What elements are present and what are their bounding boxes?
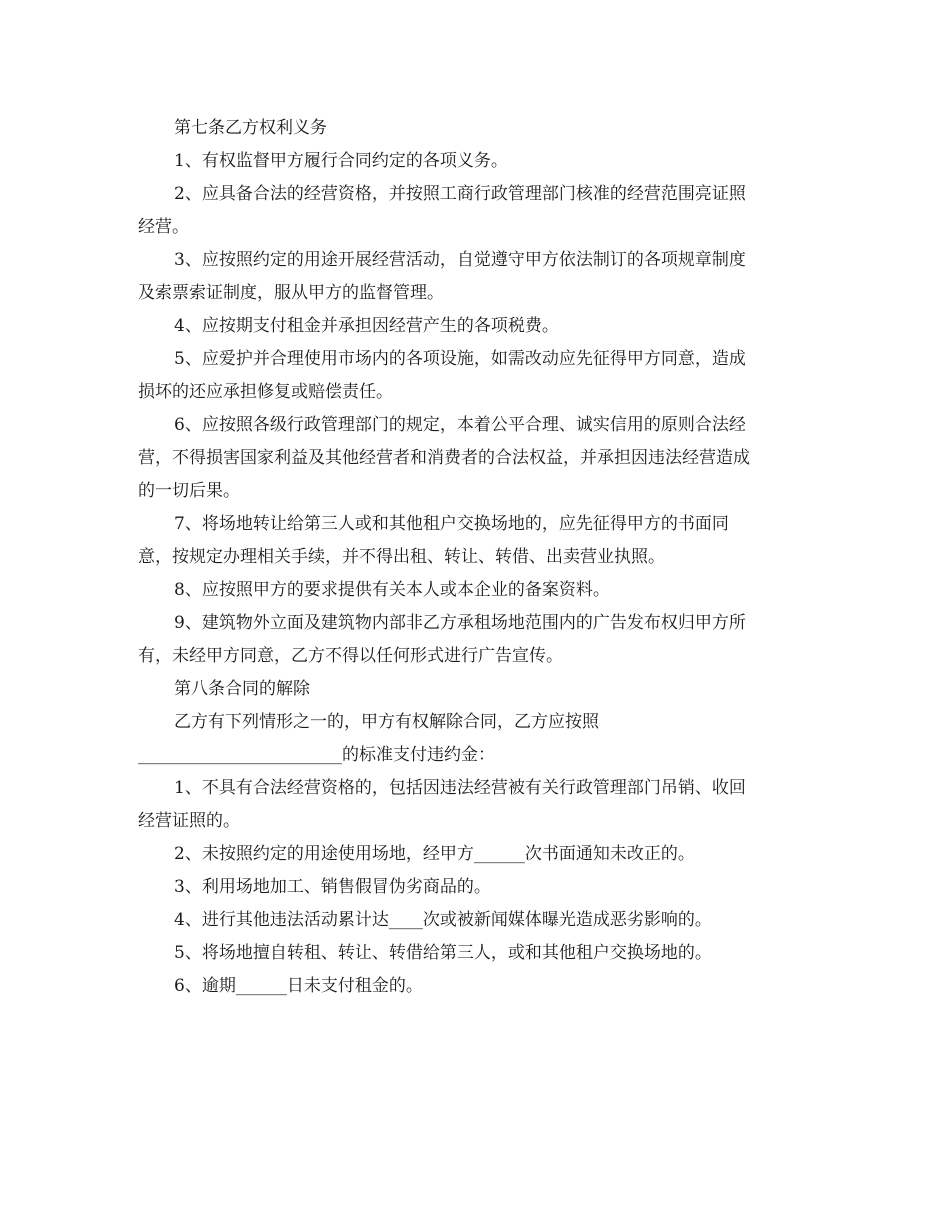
s8-item-4: 4、进行其他违法活动累计达____次或被新闻媒体曝光造成恶劣影响的。 xyxy=(174,910,712,930)
s7-item-7-line-1: 7、将场地转让给第三人或和其他租户交换场地的，应先征得甲方的书面同 xyxy=(174,514,729,534)
s8-item-6: 6、逾期______日未支付租金的。 xyxy=(174,976,423,996)
s8-item-1 xyxy=(138,772,818,838)
s8-intro-line-2: ________________________的标准支付违约金： xyxy=(138,745,495,765)
s7-item-7-line-2: 意，按规定办理相关手续，并不得出租、转让、转借、出卖营业执照。 xyxy=(138,547,665,567)
s7-item-2-line-2: 经营。 xyxy=(138,217,189,237)
s8-intro-line-1: 乙方有下列情形之一的，甲方有权解除合同，乙方应按照 xyxy=(174,712,599,732)
s7-item-5 xyxy=(138,343,818,409)
s7-item-7 xyxy=(138,508,818,574)
s7-item-9-line-1: 9、建筑物外立面及建筑物内部非乙方承租场地范围内的广告发布权归甲方所 xyxy=(174,613,746,633)
section-8-title: 第八条合同的解除 xyxy=(174,679,310,699)
s7-item-6-line-2: 营，不得损害国家利益及其他经营者和消费者的合法权益，并承担因违法经营造成 xyxy=(138,448,750,468)
s7-item-3-line-1: 3、应按照约定的用途开展经营活动，自觉遵守甲方依法制订的各项规章制度 xyxy=(174,250,746,270)
s8-intro xyxy=(138,706,818,772)
s8-item-3: 3、利用场地加工、销售假冒伪劣商品的。 xyxy=(174,877,491,897)
section-7-title: 第七条乙方权利义务 xyxy=(174,118,327,138)
s7-item-9 xyxy=(138,607,818,673)
document-body xyxy=(138,112,818,1003)
s8-item-5: 5、将场地擅自转租、转让、转借给第三人，或和其他租户交换场地的。 xyxy=(174,943,712,963)
s7-item-4: 4、应按期支付租金并承担因经营产生的各项税费。 xyxy=(174,316,559,336)
s7-item-2 xyxy=(138,178,818,244)
s7-item-5-line-1: 5、应爱护并合理使用市场内的各项设施，如需改动应先征得甲方同意，造成 xyxy=(174,349,746,369)
s7-item-6-line-1: 6、应按照各级行政管理部门的规定，本着公平合理、诚实信用的原则合法经 xyxy=(174,415,746,435)
s7-item-5-line-2: 损坏的还应承担修复或赔偿责任。 xyxy=(138,382,393,402)
s7-item-9-line-2: 有，未经甲方同意，乙方不得以任何形式进行广告宣传。 xyxy=(138,646,563,666)
s8-item-1-line-1: 1、不具有合法经营资格的，包括因违法经营被有关行政管理部门吊销、收回 xyxy=(174,778,746,798)
s7-item-1: 1、有权监督甲方履行合同约定的各项义务。 xyxy=(174,151,508,171)
s7-item-2-line-1: 2、应具备合法的经营资格，并按照工商行政管理部门核准的经营范围亮证照 xyxy=(174,184,746,204)
s8-item-1-line-2: 经营证照的。 xyxy=(138,811,240,831)
s7-item-3-line-2: 及索票索证制度，服从甲方的监督管理。 xyxy=(138,283,444,303)
s8-item-2: 2、未按照约定的用途使用场地，经甲方______次书面通知未改正的。 xyxy=(174,844,695,864)
s7-item-6 xyxy=(138,409,818,508)
s7-item-8: 8、应按照甲方的要求提供有关本人或本企业的备案资料。 xyxy=(174,580,610,600)
s7-item-3 xyxy=(138,244,818,310)
s7-item-6-line-3: 的一切后果。 xyxy=(138,481,240,501)
